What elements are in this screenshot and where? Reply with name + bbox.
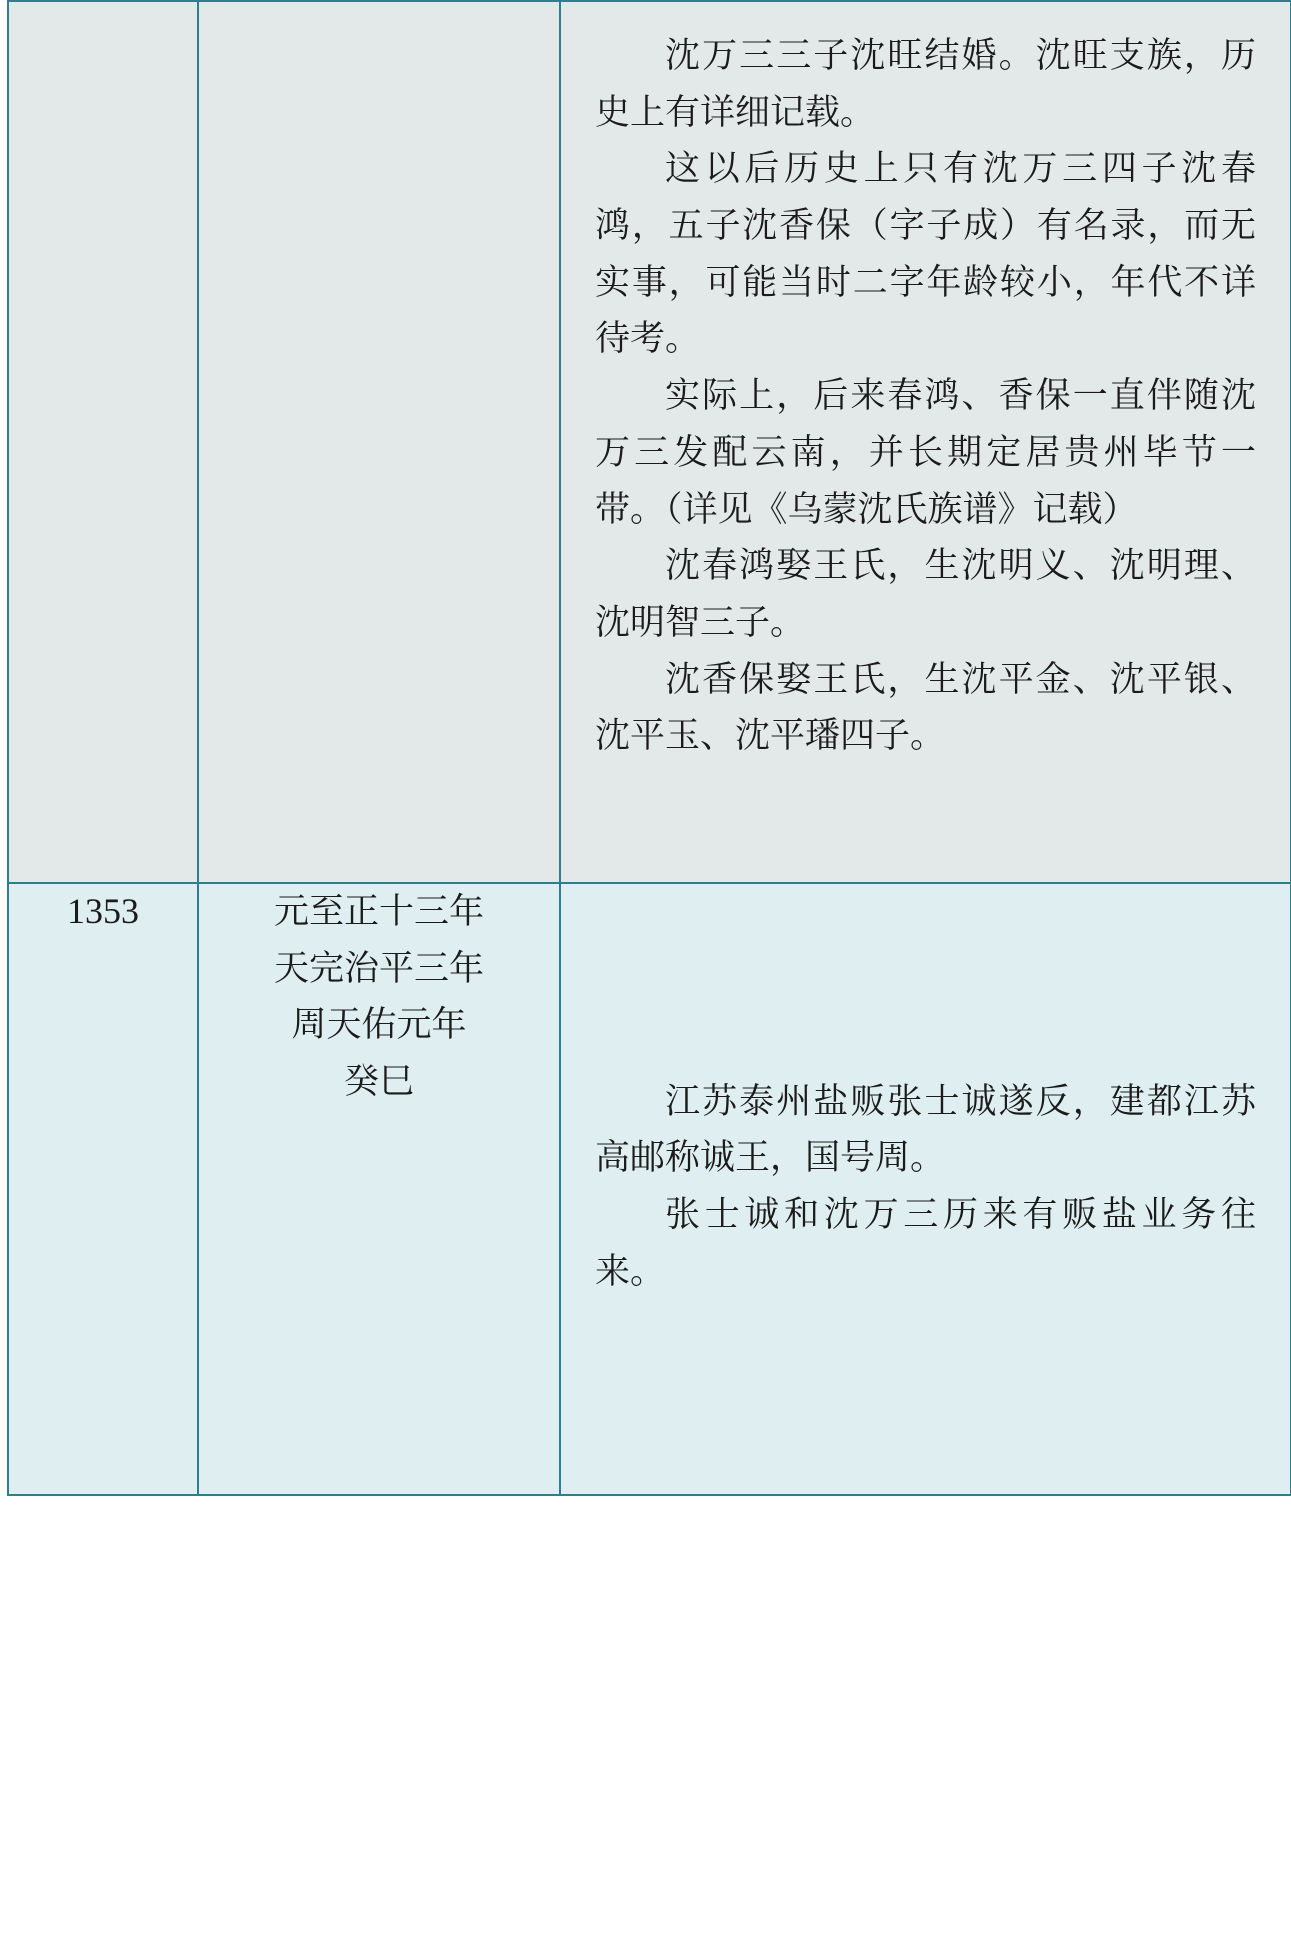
paragraph: 这以后历史上只有沈万三四子沈春鸿，五子沈香保（字子成）有名录，而无实事，可能当时二字年龄较小，年代不详待考。: [595, 149, 1256, 359]
narrative-text: [561, 884, 1290, 1494]
paragraph: 江苏泰州盐贩张士诚遂反，建都江苏高邮称诚王，国号周。: [595, 1081, 1256, 1178]
era-value: [199, 884, 559, 1111]
era-cell: [198, 883, 560, 1495]
paragraph: 张士诚和沈万三历来有贩盐业务往来。: [595, 1195, 1256, 1291]
era-value: [199, 2, 559, 58]
era-line: 周天佑元年: [291, 1005, 467, 1045]
year-cell: [8, 883, 198, 1495]
table-row: [8, 1, 1291, 883]
narrative-cell: [560, 883, 1291, 1495]
paragraph: 沈春鸿娶王氏，生沈明义、沈明理、沈明智三子。: [595, 546, 1256, 642]
year-value: [9, 2, 197, 58]
year-cell: [8, 1, 198, 883]
paragraph: 沈香保娶王氏，生沈平金、沈平银、沈平玉、沈平璠四子。: [595, 659, 1256, 756]
narrative-text: [561, 2, 1290, 795]
era-line: 天完治平三年: [273, 948, 484, 988]
narrative-cell: [560, 1, 1291, 883]
era-line: 癸巳: [343, 1062, 414, 1102]
era-cell: [198, 1, 560, 883]
paragraph: 沈万三三子沈旺结婚。沈旺支族，历史上有详细记载。: [595, 36, 1256, 132]
chronology-table: [7, 0, 1291, 1496]
paragraph: 实际上，后来春鸿、香保一直伴随沈万三发配云南，并长期定居贵州毕节一带。（详见《乌蒙沈氏族谱》记载）: [595, 376, 1256, 529]
era-line: 元至正十三年: [273, 892, 484, 931]
year-value: 1353: [67, 891, 139, 931]
table-row: [8, 883, 1291, 1495]
